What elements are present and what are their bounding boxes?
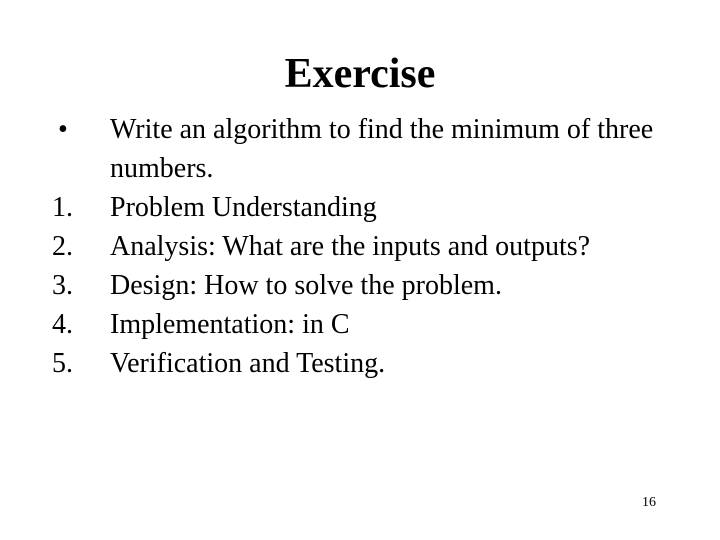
list-item-4 bbox=[52, 305, 682, 344]
list-number: 5. bbox=[52, 348, 73, 379]
content-list bbox=[52, 110, 682, 383]
list-number: 2. bbox=[52, 231, 73, 262]
bullet-marker: • bbox=[58, 114, 68, 145]
list-item-3 bbox=[52, 266, 682, 305]
list-number: 4. bbox=[52, 309, 73, 340]
slide-title: Exercise bbox=[284, 51, 436, 97]
list-item-text: Analysis: What are the inputs and outputs? bbox=[110, 231, 591, 262]
list-item-1 bbox=[52, 188, 682, 227]
list-item-bullet bbox=[52, 110, 682, 188]
list-item-text: Write an algorithm to find the minimum of three numbers. bbox=[110, 114, 654, 184]
list-item-text: Problem Understanding bbox=[110, 192, 377, 223]
page-number: 16 bbox=[642, 495, 656, 510]
list-item-5 bbox=[52, 344, 682, 383]
list-number: 3. bbox=[52, 270, 73, 301]
list-number: 1. bbox=[52, 192, 73, 223]
list-item-text: Design: How to solve the problem. bbox=[110, 270, 502, 301]
list-item-text: Implementation: in C bbox=[110, 309, 350, 340]
list-item-2 bbox=[52, 227, 682, 266]
list-item-text: Verification and Testing. bbox=[110, 348, 386, 379]
